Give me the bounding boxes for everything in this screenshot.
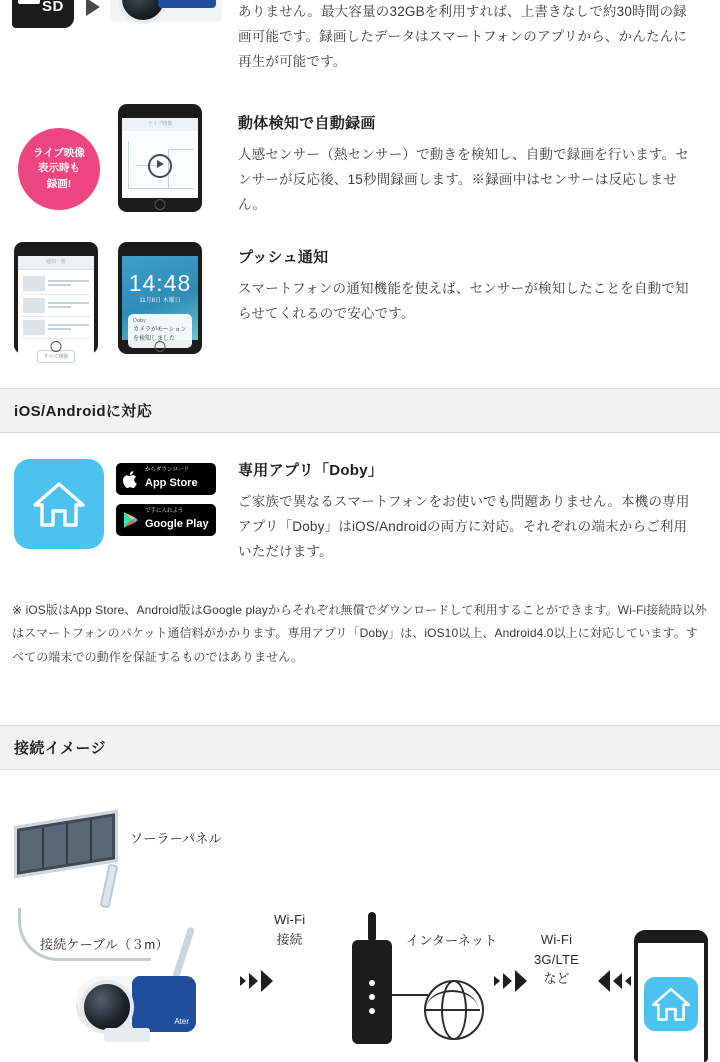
smartphone-screen (638, 943, 704, 1062)
camera-illustration (110, 0, 222, 22)
push-notification-message: カメラがモーションを検知しました (133, 327, 187, 342)
push-notification-text (238, 246, 720, 327)
label-wifi-connection (274, 910, 305, 949)
router-internet-wire (392, 994, 428, 996)
app-store-title: App Store (145, 477, 198, 490)
phone-live-titlebar: ライブ映像 (122, 118, 198, 132)
wifi-waves-to-phone (598, 970, 631, 992)
app-store-subtitle: からダウンロード (145, 467, 190, 474)
notification-thumbnail (23, 320, 45, 335)
sd-storage-media (0, 0, 238, 86)
house-icon (32, 480, 86, 528)
list-item[interactable] (21, 273, 91, 295)
app-store-badge[interactable] (116, 463, 216, 495)
app-media (0, 459, 238, 579)
label-internet: インターネット (406, 933, 498, 949)
app-title: 専用アプリ「Doby」 (238, 462, 384, 479)
connection-diagram (0, 812, 720, 1052)
lock-screen-time: 14:48 (128, 270, 192, 296)
push-notification-app-name: Doby (133, 318, 146, 324)
wifi-waves-camera-to-router (240, 970, 273, 992)
label-wifi-line1: Wi-Fi (274, 912, 306, 928)
google-play-subtitle: で手に入れよう (145, 508, 184, 515)
section-heading-os: iOS/Androidに対応 (0, 388, 720, 433)
camera-mount (104, 1028, 150, 1042)
section-heading-diagram: 接続イメージ (0, 725, 720, 770)
notification-thumbnail (23, 276, 45, 291)
camera-antenna (172, 926, 195, 980)
phone-lock-screen-inner (122, 256, 198, 340)
notification-thumbnail (23, 298, 45, 313)
solar-panel-illustration (14, 810, 118, 878)
os-footnote: ※ iOS版はApp Store、Android版はGoogle playからそれぞれ無償でダウンロードして利用することができます。Wi-Fi接続時以外はスマートフォンのパケット通信料がかかります。専用アプリ「Doby」は、iOS10以上、Android4.0以上に対応しています。すべての端末での動作を保証するものではありません。 (12, 603, 707, 664)
label-mobile-line3: など (543, 971, 570, 987)
solar-panel-stand (100, 864, 119, 909)
live-recording-badge (18, 128, 100, 210)
delete-all-button[interactable]: すべて削除 (37, 350, 76, 363)
label-mobile-line2: 3G/LTE (534, 951, 580, 967)
phone-home-button (51, 341, 62, 352)
router-led (369, 1008, 375, 1014)
label-mobile-line1: Wi-Fi (540, 932, 573, 948)
feature-push-notification (0, 246, 720, 366)
doby-app-icon (644, 977, 698, 1031)
router-led (369, 994, 375, 1000)
play-icon[interactable] (148, 154, 172, 178)
router-antenna (368, 912, 376, 942)
phone-live-screen (122, 118, 198, 198)
google-play-icon (123, 511, 139, 529)
label-wifi-line2: 接続 (276, 931, 303, 947)
phone-notification-list (14, 242, 98, 360)
router-illustration (352, 940, 392, 1044)
notification-text-lines (48, 324, 89, 332)
phone-home-button (155, 341, 166, 352)
push-notification-media (0, 246, 238, 366)
label-solar-panel: ソーラーパネル (130, 831, 222, 847)
google-play-badge[interactable] (116, 504, 216, 536)
motion-detection-media (0, 112, 238, 222)
list-item[interactable] (21, 295, 91, 317)
list-item[interactable] (21, 317, 91, 339)
label-mobile-connection (534, 930, 579, 989)
motion-detection-text (238, 112, 720, 218)
sd-card-icon (12, 0, 74, 28)
doby-app-icon (14, 459, 104, 549)
sd-storage-paragraph: ありません。最大容量の32GBを利用すれば、上書きなしで約30時間の録画可能です。録画したデータはスマートフォンのアプリから、かんたんに再生が可能です。 (238, 4, 688, 69)
push-notification-title: プッシュ通知 (238, 249, 329, 266)
wifi-waves-internet-out (494, 970, 527, 992)
motion-detection-body: 人感センサー（熱センサー）で動きを検知し、自動で録画を行います。センサーが反応後、15秒間録画します。※録画中はセンサーは反応しません。 (238, 147, 690, 212)
google-play-title: Google Play (145, 518, 209, 531)
app-body: ご家族で異なるスマートフォンをお使いでも問題ありません。本機の専用アプリ「Doby」はiOS/Androidの両方に対応。それぞれの端末からご利用いただけます。 (238, 494, 690, 559)
feature-motion-detection (0, 112, 720, 222)
live-badge-line2: 表示時も (38, 162, 80, 175)
phone-notification-titlebar: 通知一覧 (18, 256, 94, 270)
smartphone-illustration (634, 930, 708, 1062)
phone-lock-screen (118, 242, 202, 354)
apple-icon (123, 470, 139, 489)
live-badge-line3: 録画! (46, 177, 72, 190)
app-text (238, 459, 720, 565)
sd-card-label: SD (42, 0, 64, 15)
camera-body (158, 0, 216, 8)
live-badge-line1: ライブ映像 (33, 147, 85, 160)
app-store-text (145, 467, 198, 491)
arrow-right-icon (86, 0, 100, 16)
house-icon (651, 986, 691, 1022)
notification-text-lines (48, 302, 89, 310)
push-notification-body: スマートフォンの通知機能を使えば、センサーが検知したことを自動で知らせてくれるので安心です。 (238, 281, 689, 321)
lock-screen-background (122, 256, 198, 340)
sd-storage-block (0, 0, 720, 86)
sd-storage-text (238, 0, 720, 75)
phone-home-button (155, 199, 166, 210)
camera-blue-body (132, 976, 196, 1032)
lock-screen-date: 11月8日 木曜日 (139, 298, 181, 304)
google-play-text (145, 508, 209, 532)
internet-globe-icon (424, 980, 484, 1040)
camera-lens-icon (80, 980, 134, 1034)
security-camera-illustration (76, 962, 224, 1044)
router-led (369, 980, 375, 986)
phone-live-view (118, 104, 202, 212)
notification-text-lines (48, 280, 89, 288)
motion-detection-title: 動体検知で自動録画 (238, 115, 376, 132)
app-block (0, 459, 720, 579)
phone-notification-screen (18, 256, 94, 360)
label-cable: 接続ケーブル（３m） (40, 937, 169, 953)
